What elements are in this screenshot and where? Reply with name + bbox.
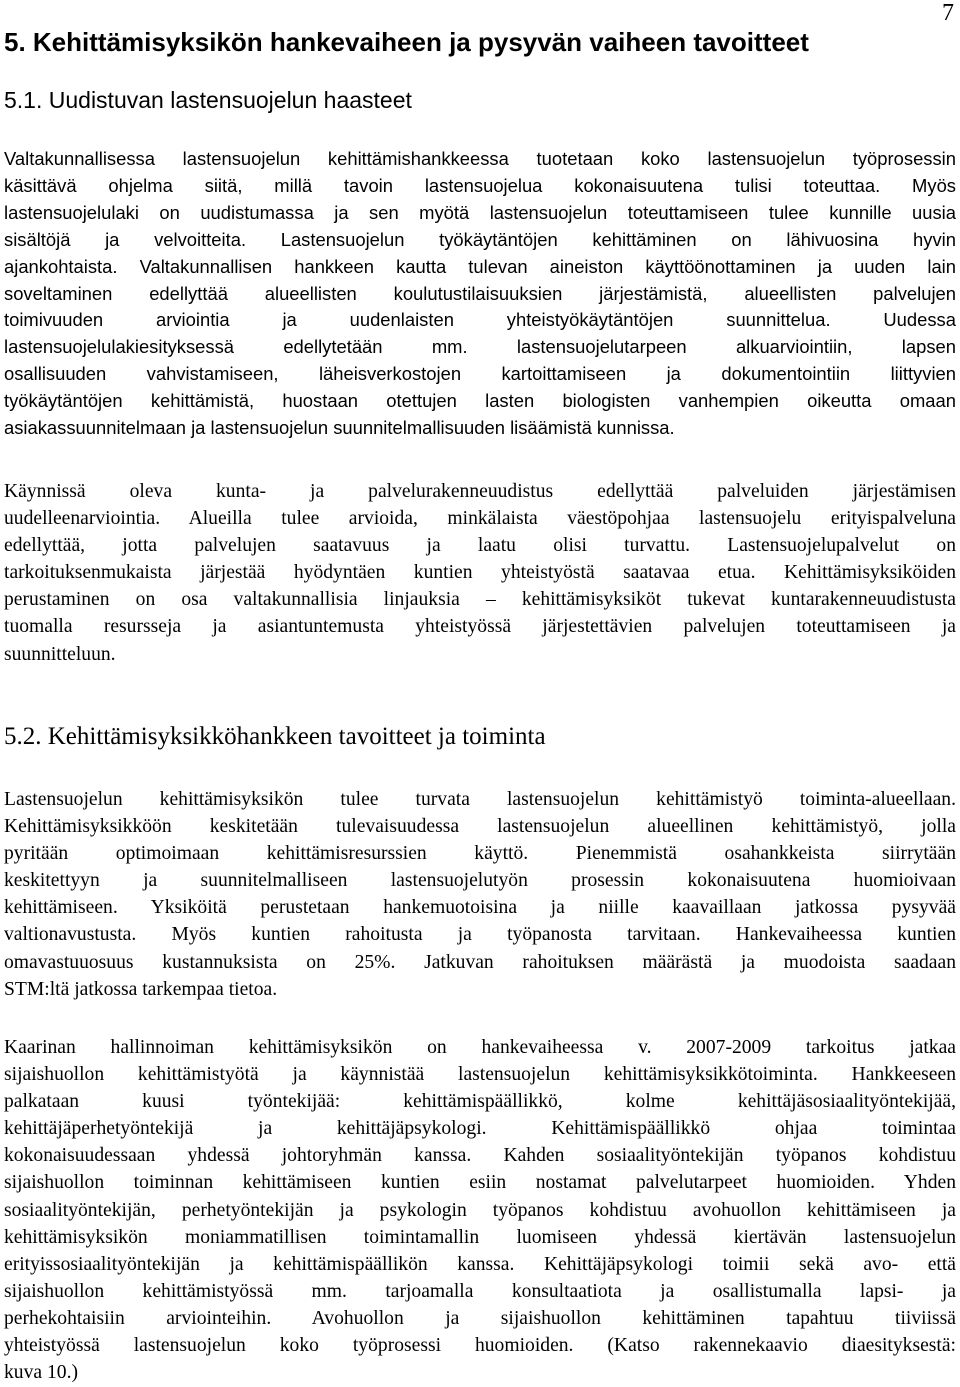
- text-line: kokonaisuudessaan yhdessä johtoryhmän kanssa. Kahden sosiaalityöntekijän työpanos kohdistuu: [4, 1145, 956, 1167]
- text-line: ajankohtaista. Valtakunnallisen hankkeen kautta tulevan aineiston käyttöönottaminen ja uuden lain: [4, 255, 956, 277]
- text-line: suunnitteluun.: [4, 643, 116, 665]
- section-5-2-paragraph-2: [4, 1034, 956, 1386]
- text-line: kehittämisyksikön moniammatillisen toimintamallin luomiseen yhdessä kiertävän lastensuojelun: [4, 1226, 956, 1248]
- text-line: yhteistyössä lastensuojelun koko työprosessi huomioiden. (Katso rakennekaavio diaesityksestä:: [4, 1335, 956, 1357]
- text-line: työkäytäntöjen kehittämistä, huostaan otettujen lasten biologisten vanhempien oikeutta omaan: [4, 390, 956, 412]
- text-line: pyritään optimoimaan kehittämisresurssien käyttö. Pienemmistä osahankkeista siirrytään: [4, 843, 956, 865]
- text-line: keskitettyyn ja suunnitelmalliseen lastensuojelutyön prosessin kokonaisuutena huomioivaan: [4, 870, 956, 892]
- text-line: osallisuuden vahvistamiseen, läheisverkostojen kartoittamiseen ja dokumentointiin liittyvien: [4, 363, 956, 385]
- text-line: Lastensuojelun kehittämisyksikön tulee turvata lastensuojelun kehittämistyö toiminta-alueellaan.: [4, 789, 956, 810]
- text-line: Kehittämisyksikköön keskitetään tulevaisuudessa lastensuojelun alueellinen kehittämistyö, jolla: [4, 816, 956, 838]
- text-line: toimivuuden arviointia ja uudenlaisten yhteistyökäytäntöjen suunnittelua. Uudessa: [4, 309, 956, 331]
- text-line: Valtakunnallisessa lastensuojelun kehittämishankkeessa tuotetaan koko lastensuojelun työprosessin: [4, 148, 956, 169]
- text-line: kehittämiseen. Yksiköitä perustetaan hankemuotoisina ja niille kaavaillaan jatkossa pysyvää: [4, 897, 956, 919]
- text-line: uudelleenarviointia. Alueilla tulee arvioida, minkälaista väestöpohjaa lastensuojelu erityispalveluna: [4, 508, 956, 530]
- text-line: erityissosiaalityöntekijän ja kehittämispäällikön kanssa. Kehittäjäpsykologi toimii sekä avo- että: [4, 1253, 956, 1275]
- text-line: asiakassuunnitelmaan ja lastensuojelun suunnitelmallisuuden lisäämistä kunnissa.: [4, 417, 675, 439]
- text-line: kehittäjäperhetyöntekijä ja kehittäjäpsykologi. Kehittämispäällikkö ohjaa toimintaa: [4, 1118, 956, 1140]
- heading-section-5-1: 5.1. Uudistuvan lastensuojelun haasteet: [4, 87, 412, 113]
- text-line: lastensuojelulakiesityksessä edellytetään mm. lastensuojelutarpeen alkuarviointiin, lapsen: [4, 336, 956, 358]
- section-5-1-paragraph-1: [4, 146, 956, 442]
- page-number: 7: [942, 0, 954, 26]
- text-line: Kaarinan hallinnoiman kehittämisyksikön on hankevaiheessa v. 2007-2009 tarkoitus jatkaa: [4, 1037, 956, 1058]
- section-5-2-paragraph-1: [4, 786, 956, 1003]
- text-line: perustaminen on osa valtakunnallisia linjauksia – kehittämisyksiköt tukevat kuntarakenneuudistusta: [4, 589, 956, 611]
- text-line: tuomalla resursseja ja asiantuntemusta yhteistyössä järjestettävien palvelujen toteuttamiseen ja: [4, 616, 956, 638]
- text-line: sisältöjä ja velvoitteita. Lastensuojelun työkäytäntöjen kehittäminen on lähivuosina hyvin: [4, 228, 956, 250]
- text-line: palkataan kuusi työntekijää: kehittämispäällikkö, kolme kehittäjäsosiaalityöntekijää,: [4, 1091, 956, 1113]
- text-line: tarkoituksenmukaista järjestää hyödyntäen kuntien yhteistyöstä saatavaa etua. Kehittämisyksiköiden: [4, 562, 956, 584]
- text-line: sosiaalityöntekijän, perhetyöntekijän ja psykologin työpanos kohdistuu avohuollon kehittämiseen ja: [4, 1199, 956, 1221]
- text-line: STM:ltä jatkossa tarkempaa tietoa.: [4, 978, 278, 1000]
- text-line: valtionavustusta. Myös kuntien rahoitusta ja työpanosta tarvitaan. Hankevaiheessa kuntien: [4, 924, 956, 946]
- text-line: perhekohtaisiin arviointeihin. Avohuollon ja sijaishuollon kehittäminen tapahtuu tiiviissä: [4, 1307, 956, 1329]
- text-line: Käynnissä oleva kunta- ja palvelurakenneuudistus edellyttää palveluiden järjestämisen: [4, 481, 956, 502]
- text-line: lastensuojelulaki on uudistumassa ja sen myötä lastensuojelun toteuttamiseen tulee kunnille uusia: [4, 201, 956, 223]
- heading-section-5: 5. Kehittämisyksikön hankevaiheen ja pysyvän vaiheen tavoitteet: [4, 27, 809, 57]
- text-line: soveltaminen edellyttää alueellisten koulutustilaisuuksien järjestämistä, alueellisten palvelujen: [4, 282, 956, 304]
- heading-section-5-2: 5.2. Kehittämisyksikköhankkeen tavoitteet ja toiminta: [4, 723, 546, 750]
- text-line: omavastuuosuus kustannuksista on 25%. Jatkuvan rahoituksen määrästä ja muodoista saadaan: [4, 951, 956, 973]
- text-line: edellyttää, jotta palvelujen saatavuus ja laatu olisi turvattu. Lastensuojelupalvelut on: [4, 535, 956, 557]
- text-line: sijaishuollon kehittämistyötä ja käynnistää lastensuojelun kehittämisyksikkötoiminta. Hankkeeseen: [4, 1064, 956, 1086]
- text-line: käsittävä ohjelma siitä, millä tavoin lastensuojelua kokonaisuutena tulisi toteuttaa. Myös: [4, 174, 956, 196]
- text-line: sijaishuollon toiminnan kehittämiseen kuntien esiin nostamat palvelutarpeet huomioiden. Yhden: [4, 1172, 956, 1194]
- section-5-1-paragraph-2: [4, 478, 956, 668]
- text-line: sijaishuollon kehittämistyössä mm. tarjoamalla konsultaatiota ja osallistumalla lapsi- ja: [4, 1280, 956, 1302]
- text-line: kuva 10.): [4, 1362, 79, 1384]
